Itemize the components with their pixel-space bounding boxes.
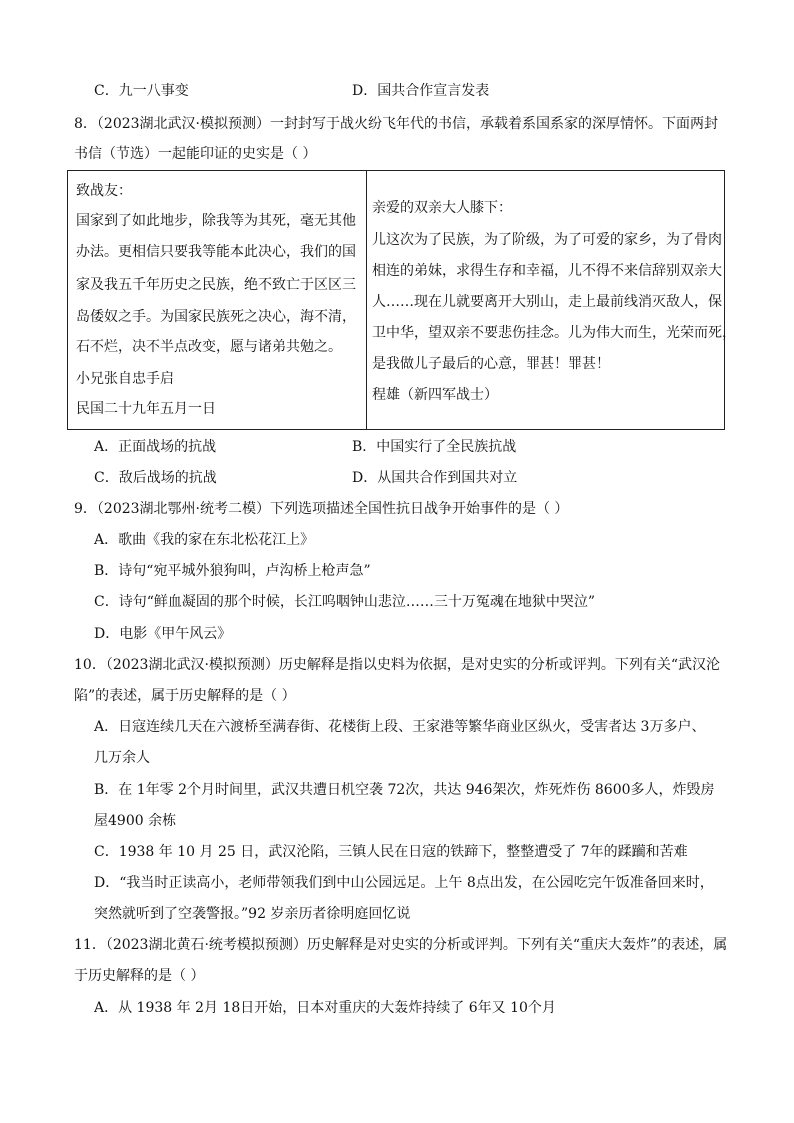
q10-option-a-line2: 几万余人: [94, 750, 150, 766]
letter1-line: 民国二十九年五月一日: [76, 401, 216, 417]
q10-option-b-line2: 屋4900 余栋: [94, 813, 177, 829]
q9-option-d: D．电影《甲午风云》: [94, 626, 232, 642]
q10-option-b-line1: B．在 1年零 2个月时间里，武汉共遭日机空袭 72次，共达 946架次，炸死炸伤 8600多人，炸毁房: [94, 782, 715, 798]
letter2-line: 亲爱的双亲大人膝下：: [372, 200, 512, 216]
q11-stem-line2: 于历史解释的是（ ）: [74, 968, 205, 984]
q10-option-c: C．1938 年 10 月 25 日，武汉沦陷，三镇人民在日寇的铁蹄下，整整遭受了 7年的蹂躏和苦难: [94, 844, 688, 860]
prev-option-d: D．国共合作宣言发表: [352, 83, 490, 99]
q8-stem-line2: 书信（节选）一起能印证的史实是（ ）: [74, 146, 317, 162]
letter2-line: 卫中华，望双亲不要悲伤挂念。儿为伟大而生，光荣而死，: [372, 325, 736, 341]
letter2-line: 人……现在儿就要离开大别山，走上最前线消灭敌人，保: [372, 294, 722, 310]
letter2-line: 相连的弟妹，求得生存和幸福，儿不得不来信辞别双亲大: [372, 263, 722, 279]
q8-stem-line1: 8．（2023湖北武汉·模拟预测）一封封写于战火纷飞年代的书信，承载着系国系家的深厚情怀。下面两封: [74, 116, 718, 132]
q10-stem-line2: 陷”的表述，属于历史解释的是（ ）: [74, 688, 296, 704]
letter1-line: 致战友：: [76, 183, 132, 199]
q8-option-c: C．敌后战场的抗战: [94, 470, 217, 486]
letter2-line: 是我做儿子最后的心意，罪甚！罪甚！: [372, 356, 610, 372]
letter1-line: 石不烂，决不半点改变，愿与诸弟共勉之。: [76, 339, 342, 355]
q10-option-d-line1: D．“我当时正读高小，老师带领我们到中山公园远足。上午 8点出发，在公园吃完午饭准备回来时，: [94, 875, 714, 891]
letter1-line: 国家到了如此地步，除我等为其死，毫无其他: [76, 213, 356, 229]
q11-option-a: A．从 1938 年 2月 18日开始，日本对重庆的大轰炸持续了 6年又 10个月: [94, 1000, 556, 1016]
q9-option-b: B．诗句“宛平城外狼狗叫，卢沟桥上枪声急”: [94, 563, 371, 579]
q8-option-b: B．中国实行了全民族抗战: [352, 439, 517, 455]
q10-stem-line1: 10．（2023湖北武汉·模拟预测）历史解释是指以史料为依据，是对史实的分析或评判。下列有关“武汉沦: [74, 657, 721, 673]
letter1-line: 办法。更相信只要我等能本此决心，我们的国: [76, 244, 356, 260]
q10-option-a-line1: A．日寇连续几天在六渡桥至满春街、花楼街上段、王家港等繁华商业区纵火，受害者达 3万多户、: [94, 719, 706, 735]
prev-option-c: C．九一八事变: [94, 83, 189, 99]
letter1-line: 家及我五千年历史之民族，绝不致亡于区区三: [76, 277, 356, 293]
q9-option-c: C．诗句“鲜血凝固的那个时候，长江呜咽钟山悲泣……三十万冤魂在地狱中哭泣”: [94, 594, 596, 610]
q9-stem: 9．（2023湖北鄂州·统考二模）下列选项描述全国性抗日战争开始事件的是（ ）: [74, 501, 569, 517]
letter-zhang-zizhong: [68, 171, 367, 429]
q11-stem-line1: 11．（2023湖北黄石·统考模拟预测）历史解释是对史实的分析或评判。下列有关“重庆大轰炸”的表述，属: [74, 937, 728, 953]
q9-option-a: A．歌曲《我的家在东北松花江上》: [94, 532, 315, 548]
letter1-line: 小兄张自忠手启: [76, 371, 174, 387]
q8-option-a: A．正面战场的抗战: [94, 439, 217, 455]
letters-table: [67, 170, 736, 430]
letter-cheng-xiong: [367, 171, 736, 429]
q8-option-d: D．从国共合作到国共对立: [352, 470, 518, 486]
q10-option-d-line2: 突然就听到了空袭警报。”92 岁亲历者徐明庭回忆说: [94, 906, 411, 922]
letter2-line: 程雄（新四军战士）: [372, 387, 498, 403]
letter1-line: 岛倭奴之手。为国家民族死之决心，海不清，: [76, 309, 356, 325]
letter2-line: 儿这次为了民族，为了阶级，为了可爱的家乡，为了骨肉: [372, 232, 722, 248]
